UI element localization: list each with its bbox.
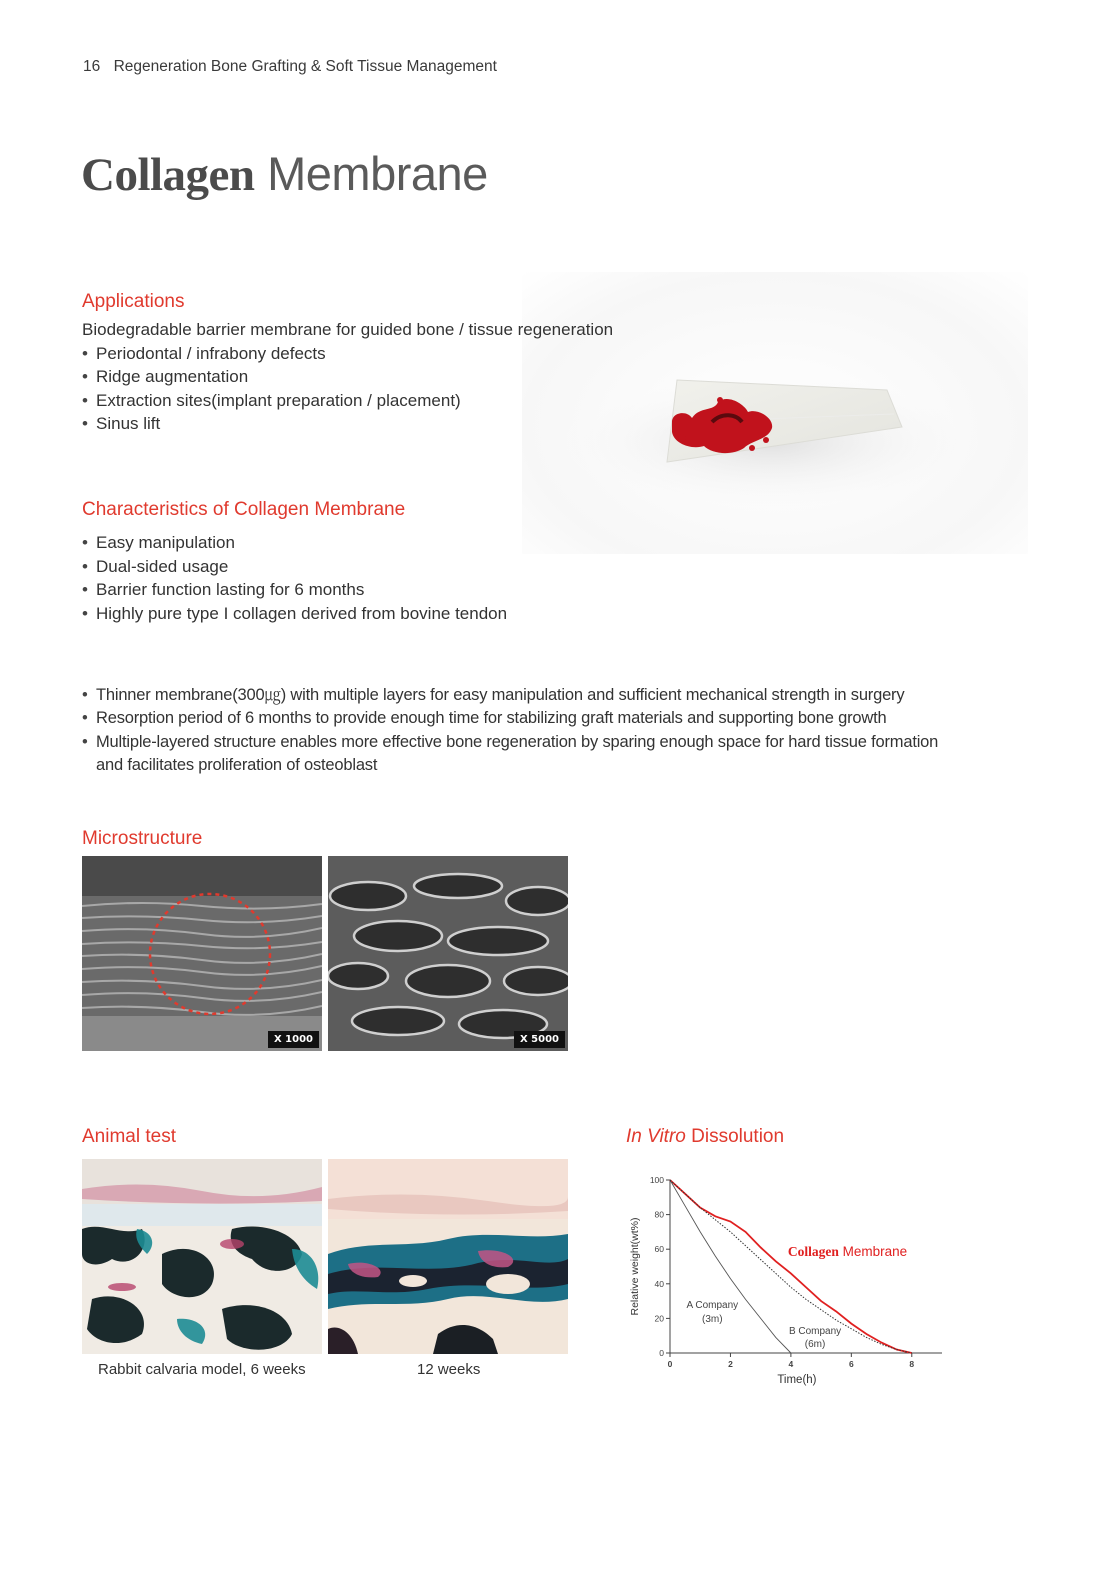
applications-block	[82, 318, 613, 436]
y-tick-label: 60	[654, 1244, 664, 1255]
y-tick-label: 40	[654, 1278, 664, 1289]
heading-rest: Dissolution	[685, 1126, 785, 1147]
list-item: • Ridge augmentation	[82, 365, 613, 389]
series-label-bold: Collagen	[787, 1244, 839, 1260]
series-label-a-company: A Company	[686, 1300, 739, 1312]
dissolution-heading	[626, 1126, 784, 1148]
histology-image-6-weeks	[82, 1159, 322, 1354]
series-label-collagen	[788, 1244, 907, 1259]
y-tick-label: 80	[654, 1209, 664, 1220]
caption-6-weeks: Rabbit calvaria model, 6 weeks	[98, 1361, 306, 1378]
features-block	[82, 684, 938, 777]
series-label-b-company: B Company	[788, 1325, 842, 1337]
x-tick-label: 0	[667, 1359, 673, 1369]
series-label-b-company-sub: (6m)	[804, 1338, 826, 1350]
histology-image-12-weeks	[328, 1159, 568, 1354]
chart-svg	[620, 1160, 960, 1400]
x-tick-label: 4	[788, 1359, 794, 1369]
title-light: Membrane	[267, 147, 488, 200]
list-item: • Highly pure type I collagen derived from bovine tendon	[82, 602, 507, 626]
characteristics-block	[82, 531, 507, 625]
list-item: • Sinus lift	[82, 412, 613, 436]
y-tick-label: 20	[654, 1313, 664, 1324]
heading-italic: In Vitro	[626, 1126, 686, 1147]
applications-intro: Biodegradable barrier membrane for guided bone / tissue regeneration	[82, 320, 614, 339]
x-tick-label: 6	[848, 1359, 854, 1369]
sem-image-x5000	[328, 856, 568, 1051]
title-bold: Collagen	[81, 149, 255, 201]
series-line-1	[670, 1180, 791, 1353]
dissolution-chart	[620, 1160, 960, 1400]
list-item: • Barrier function lasting for 6 months	[82, 578, 507, 602]
page-title	[81, 146, 488, 202]
series-label-rest: Membrane	[838, 1244, 908, 1260]
x-tick-label: 2	[728, 1359, 733, 1369]
animal-test-heading: Animal test	[82, 1126, 176, 1147]
characteristics-list	[82, 531, 507, 625]
chart-ticks	[650, 1175, 915, 1369]
caption-12-weeks: 12 weeks	[417, 1361, 481, 1378]
applications-list	[82, 342, 613, 436]
list-item: • Dual-sided usage	[82, 555, 507, 579]
list-item: • Extraction sites(implant preparation / placement)	[82, 389, 613, 413]
magnification-tag: X 1000	[268, 1031, 319, 1048]
microstructure-heading: Microstructure	[82, 828, 203, 849]
list-item: • Resorption period of 6 months to provide enough time for stabilizing graft materials and supporting bone growth	[82, 707, 938, 730]
sem-image-x1000	[82, 856, 322, 1051]
characteristics-heading: Characteristics of Collagen Membrane	[82, 499, 406, 520]
list-item-continuation: and facilitates proliferation of osteoblast	[96, 755, 378, 774]
list-item: • Easy manipulation	[82, 531, 507, 555]
series-label-a-company-sub: (3m)	[702, 1313, 723, 1325]
header-title: Regeneration Bone Grafting & Soft Tissue Management	[113, 58, 497, 75]
page-header	[83, 58, 497, 76]
magnification-tag: X 5000	[514, 1031, 565, 1048]
x-tick-label: 8	[909, 1359, 915, 1369]
list-item: • Multiple-layered structure enables more effective bone regeneration by sparing enough space for hard tissue formation	[82, 731, 938, 754]
y-tick-label: 100	[649, 1175, 664, 1185]
y-tick-label: 0	[659, 1348, 664, 1358]
page-number: 16	[83, 58, 101, 75]
features-list	[82, 684, 938, 777]
y-axis-label: Relative weight(wt%)	[629, 1217, 641, 1316]
x-axis-label: Time(h)	[777, 1374, 817, 1386]
list-item: • Thinner membrane(300㎍) with multiple layers for easy manipulation and sufficient mechanical strength in surgery	[82, 684, 938, 707]
list-item: • Periodontal / infrabony defects	[82, 342, 613, 366]
applications-heading: Applications	[82, 291, 185, 312]
